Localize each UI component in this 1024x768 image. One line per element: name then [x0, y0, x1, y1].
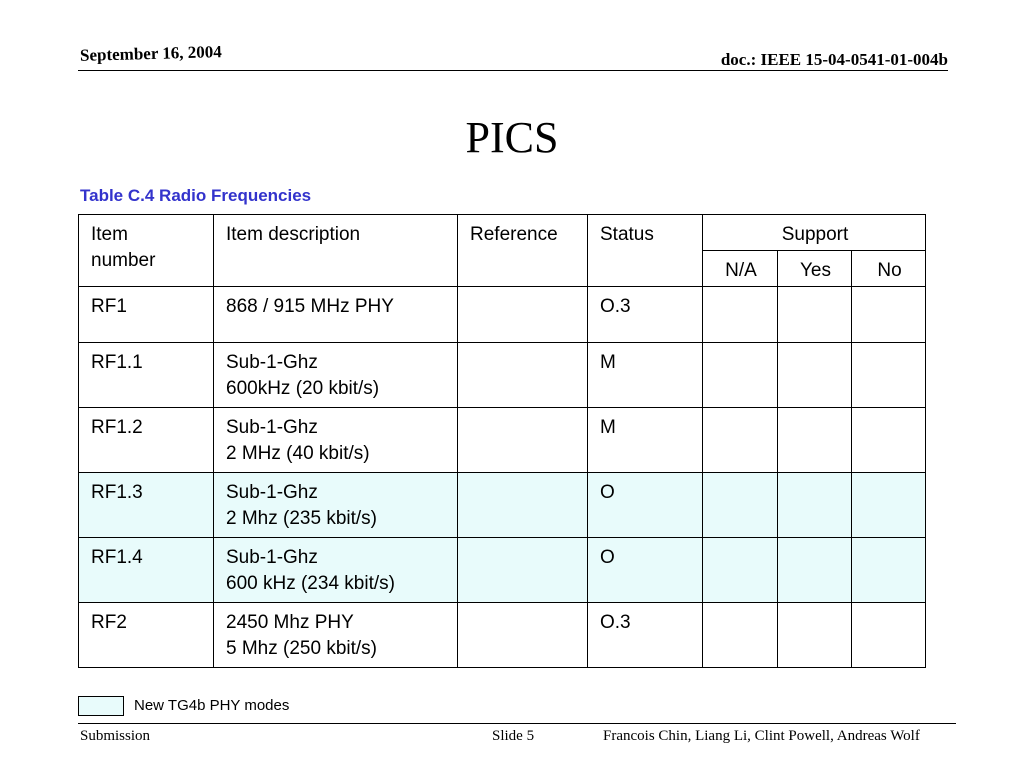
cell-item-description: [214, 538, 458, 603]
header-doc-id: doc.: IEEE 15-04-0541-01-004b: [720, 50, 948, 69]
cell-status-text: M: [600, 417, 616, 438]
header-date: September 16, 2004: [79, 42, 223, 65]
cell-item-description: [214, 343, 458, 408]
cell-support-na: [703, 343, 778, 408]
cell-support-na: [703, 287, 778, 343]
footer-submission: Submission: [80, 728, 151, 744]
header-item-number: [79, 215, 214, 287]
cell-item-number-text: RF1.3: [91, 482, 143, 503]
cell-support-na: [703, 473, 778, 538]
cell-item-description-text: Sub-1-Ghz: [226, 417, 318, 438]
cell-status-text: O: [600, 547, 615, 568]
cell-reference: [458, 287, 588, 343]
cell-item-description: [214, 408, 458, 473]
cell-status-text: O: [600, 482, 615, 503]
cell-status: [588, 603, 703, 668]
header-no: No: [852, 251, 926, 287]
legend-label: New TG4b PHY modes: [134, 697, 290, 714]
cell-support-yes: [778, 343, 852, 408]
cell-support-na: [703, 538, 778, 603]
footer-authors: Francois Chin, Liang Li, Clint Powell, Andreas Wolf: [603, 728, 920, 744]
legend-swatch: [78, 696, 124, 716]
cell-support-yes: [778, 603, 852, 668]
cell-item-description-text: Sub-1-Ghz: [226, 547, 318, 568]
cell-reference: [458, 473, 588, 538]
cell-support-yes: [778, 287, 852, 343]
cell-item-number-text: RF1.1: [91, 352, 143, 373]
pics-table: [78, 214, 926, 668]
cell-support-na: [703, 408, 778, 473]
cell-support-no: [852, 473, 926, 538]
cell-status: [588, 287, 703, 343]
cell-item-number: [79, 408, 214, 473]
header-divider: [78, 70, 948, 71]
header-reference: Reference: [458, 215, 588, 287]
cell-item-description-text: Sub-1-Ghz: [226, 482, 318, 503]
cell-reference: [458, 603, 588, 668]
footer-slide-number: Slide 5: [492, 728, 535, 744]
header-yes: Yes: [778, 251, 852, 287]
cell-support-no: [852, 603, 926, 668]
cell-reference: [458, 538, 588, 603]
cell-status-text: O.3: [600, 612, 631, 633]
table-header-row: [79, 215, 926, 251]
cell-item-description-text: Sub-1-Ghz: [226, 352, 318, 373]
cell-support-no: [852, 408, 926, 473]
cell-item-description-text: 2 MHz (40 kbit/s): [226, 443, 370, 464]
cell-item-number-text: RF1.2: [91, 417, 143, 438]
cell-status: [588, 408, 703, 473]
cell-reference: [458, 343, 588, 408]
footer-divider: [78, 723, 956, 724]
cell-item-number: [79, 287, 214, 343]
cell-status: [588, 538, 703, 603]
table-row: [79, 538, 926, 603]
cell-reference: [458, 408, 588, 473]
cell-item-description: [214, 287, 458, 343]
table-row: [79, 343, 926, 408]
cell-item-number-text: RF1.4: [91, 547, 143, 568]
cell-item-number: [79, 473, 214, 538]
cell-status-text: M: [600, 352, 616, 373]
header-support: Support: [703, 215, 926, 251]
cell-support-na: [703, 603, 778, 668]
cell-item-number: [79, 603, 214, 668]
cell-item-number-text: RF2: [91, 612, 127, 633]
cell-support-no: [852, 343, 926, 408]
cell-item-description: [214, 603, 458, 668]
cell-item-description-text: 868 / 915 MHz PHY: [226, 296, 394, 317]
cell-status: [588, 473, 703, 538]
cell-status-text: O.3: [600, 296, 631, 317]
table-row: [79, 287, 926, 343]
cell-item-number: [79, 538, 214, 603]
table-row: [79, 408, 926, 473]
header-na: N/A: [703, 251, 778, 287]
cell-support-yes: [778, 473, 852, 538]
cell-support-no: [852, 538, 926, 603]
header-item-number-line1: Item: [91, 224, 128, 245]
table-row: [79, 603, 926, 668]
header-item-description: Item description: [214, 215, 458, 287]
table-row: [79, 473, 926, 538]
table-caption: Table C.4 Radio Frequencies: [80, 186, 312, 205]
cell-item-number: [79, 343, 214, 408]
cell-support-yes: [778, 538, 852, 603]
cell-item-description: [214, 473, 458, 538]
slide-title: PICS: [465, 113, 559, 162]
cell-item-number-text: RF1: [91, 296, 127, 317]
cell-item-description-text: 2 Mhz (235 kbit/s): [226, 508, 377, 529]
cell-support-no: [852, 287, 926, 343]
cell-item-description-text: 5 Mhz (250 kbit/s): [226, 638, 377, 659]
cell-support-yes: [778, 408, 852, 473]
cell-item-description-text: 600kHz (20 kbit/s): [226, 378, 380, 399]
header-status: Status: [588, 215, 703, 287]
cell-item-description-text: 600 kHz (234 kbit/s): [226, 573, 395, 594]
header-item-number-line2: number: [91, 250, 156, 271]
cell-item-description-text: 2450 Mhz PHY: [226, 612, 354, 633]
cell-status: [588, 343, 703, 408]
